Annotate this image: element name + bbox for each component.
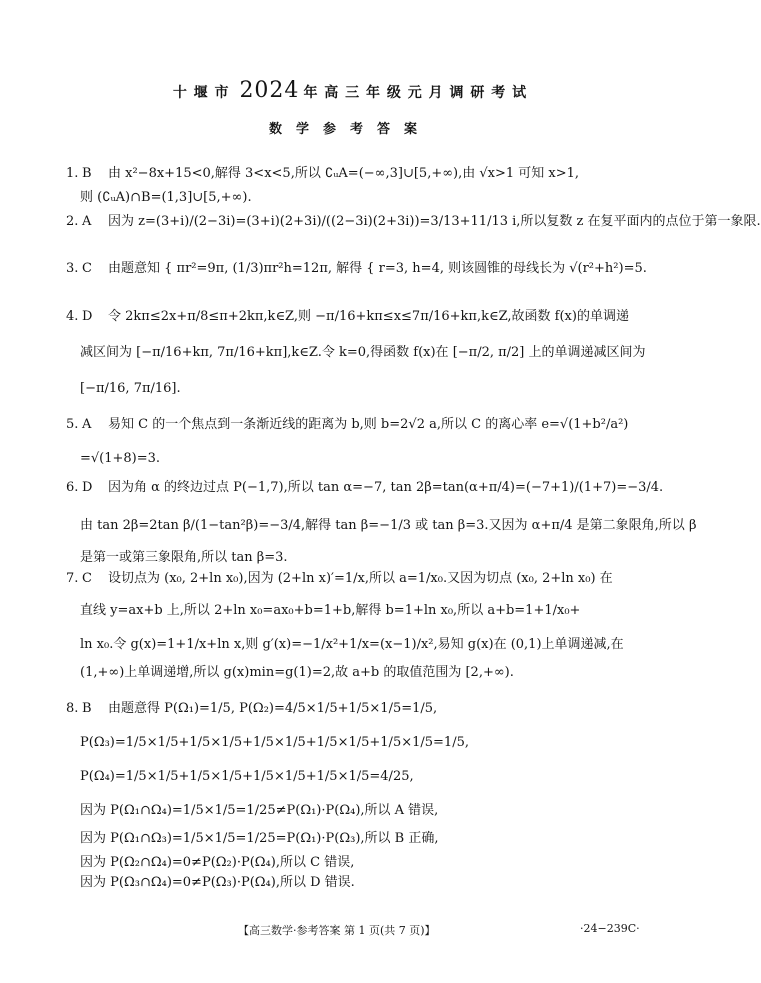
answer-number: 3. [66, 261, 79, 276]
solution-line: 是第一或第三象限角,所以 tan β=3. [80, 550, 288, 565]
answer-item-5 [66, 413, 658, 471]
answer-number: 7. [66, 571, 79, 586]
exam-title [0, 78, 700, 103]
solution-line: 由题意知 { πr²=9π, (1/3)πr²h=12π, 解得 { r=3, h=4, 则该圆锥的母线长为 √(r²+h²)=5. [108, 261, 647, 276]
solution-line: 因为 P(Ω₂∩Ω₄)=0≠P(Ω₂)·P(Ω₄),所以 C 错误, [80, 855, 355, 870]
solution-line: 因为 P(Ω₁∩Ω₃)=1/5×1/5=1/25=P(Ω₁)·P(Ω₃),所以 B 正确, [80, 831, 439, 846]
answer-choice: A [82, 214, 92, 229]
solution-line: [−π/16, 7π/16]. [80, 381, 181, 396]
solution-line: 由 tan 2β=2tan β/(1−tan²β)=−3/4,解得 tan β=−1/3 或 tan β=3.又因为 α+π/4 是第二象限角,所以 β [80, 518, 697, 533]
answer-choice: D [82, 480, 93, 495]
answer-number: 1. [66, 166, 79, 181]
footer-code: ·24−239C· [580, 922, 640, 935]
answer-number: 6. [66, 480, 79, 495]
answer-item-6 [66, 476, 697, 570]
solution-line: 由 x²−8x+15<0,解得 3<x<5,所以 ∁ᵤA=(−∞,3]∪[5,+∞),由 √x>1 可知 x>1, [108, 166, 580, 181]
footer-page-label: 【高三数学·参考答案 第 1 页(共 7 页)】 [238, 924, 436, 937]
page-subtitle: 数学参考答案 [268, 122, 431, 137]
answer-choice: A [82, 417, 92, 432]
solution-line: P(Ω₄)=1/5×1/5+1/5×1/5+1/5×1/5+1/5×1/5=4/25, [80, 769, 414, 784]
solution-line: 减区间为 [−π/16+kπ, 7π/16+kπ],k∈Z.令 k=0,得函数 f(x)在 [−π/2, π/2] 上的单调递减区间为 [80, 345, 646, 360]
solution-line: 由题意得 P(Ω₁)=1/5, P(Ω₂)=4/5×1/5+1/5×1/5=1/5, [108, 701, 438, 716]
answer-choice: C [82, 571, 92, 586]
solution-line: 则 (∁ᵤA)∩B=(1,3]∪[5,+∞). [80, 190, 252, 205]
answer-item-7 [66, 567, 658, 685]
answer-choice: C [82, 261, 92, 276]
answer-item-8 [66, 697, 658, 895]
title-year: 2024 [239, 78, 300, 103]
solution-line: 因为 z=(3+i)/(2−3i)=(3+i)(2+3i)/((2−3i)(2+3i))=3/13+11/13 i,所以复数 z 在复平面内的点位于第一象限. [108, 214, 761, 229]
answer-choice: D [82, 309, 93, 324]
title-city: 十 堰 市 [172, 85, 230, 101]
answer-number: 8. [66, 701, 79, 716]
answer-number: 4. [66, 309, 79, 324]
answer-choice: B [82, 166, 92, 181]
solution-line: 直线 y=ax+b 上,所以 2+ln x₀=ax₀+b=1+b,解得 b=1+ln x₀,所以 a+b=1+1/x₀+ [80, 603, 581, 618]
solution-line: 设切点为 (x₀, 2+ln x₀),因为 (2+ln x)′=1/x,所以 a=1/x₀.又因为切点 (x₀, 2+ln x₀) 在 [108, 571, 613, 586]
solution-line: P(Ω₃)=1/5×1/5+1/5×1/5+1/5×1/5+1/5×1/5+1/5×1/5=1/5, [80, 735, 469, 750]
answer-item-1 [66, 162, 658, 210]
solution-line: 因为角 α 的终边过点 P(−1,7),所以 tan α=−7, tan 2β=tan(α+π/4)=(−7+1)/(1+7)=−3/4. [108, 480, 664, 495]
solution-line: 因为 P(Ω₁∩Ω₄)=1/5×1/5=1/25≠P(Ω₁)·P(Ω₄),所以 A 错误, [80, 803, 439, 818]
answer-number: 2. [66, 214, 79, 229]
solution-line: =√(1+8)=3. [80, 451, 161, 466]
answer-item-2 [66, 210, 761, 234]
solution-line: 易知 C 的一个焦点到一条渐近线的距离为 b,则 b=2√2 a,所以 C 的离心率 e=√(1+b²/a²) [108, 417, 629, 432]
answer-number: 5. [66, 417, 79, 432]
solution-line: (1,+∞)上单调递增,所以 g(x)min=g(1)=2,故 a+b 的取值范围为 [2,+∞). [80, 665, 514, 680]
solution-line: 因为 P(Ω₃∩Ω₄)=0≠P(Ω₃)·P(Ω₄),所以 D 错误. [80, 875, 355, 890]
answer-choice: B [82, 701, 92, 716]
solution-line: 令 2kπ≤2x+π/8≤π+2kπ,k∈Z,则 −π/16+kπ≤x≤7π/16+kπ,k∈Z,故函数 f(x)的单调递 [108, 309, 629, 324]
solution-line: ln x₀.令 g(x)=1+1/x+ln x,则 g′(x)=−1/x²+1/x=(x−1)/x²,易知 g(x)在 (0,1)上单调递减,在 [80, 637, 624, 652]
answer-item-3 [66, 257, 658, 281]
answer-item-4 [66, 305, 658, 401]
title-exam: 年 高 三 年 级 元 月 调 研 考 试 [303, 85, 528, 101]
